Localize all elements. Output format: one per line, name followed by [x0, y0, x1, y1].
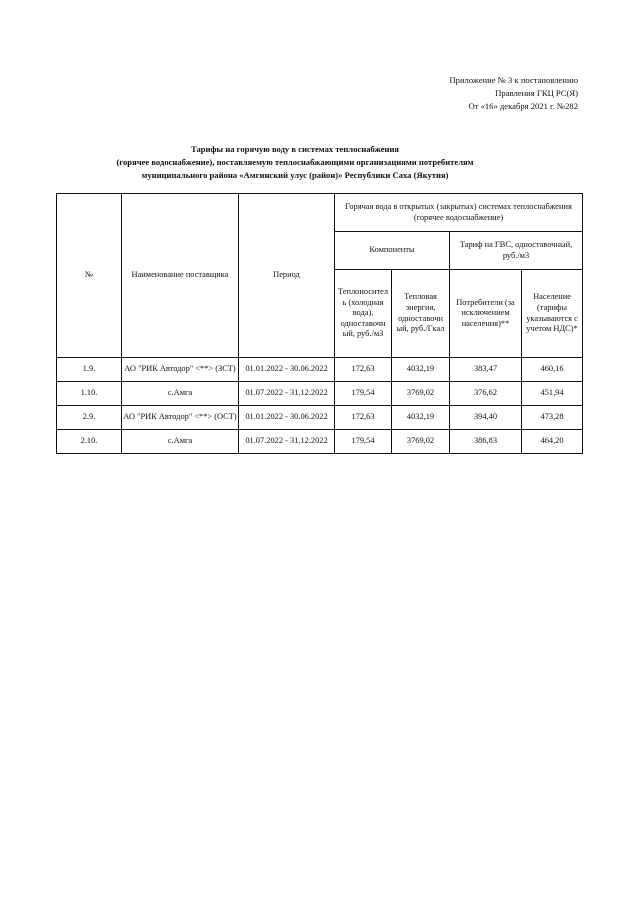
title-line-2: (горячее водоснабжение), поставляемую теплоснабжающими организациями потребителям — [116, 157, 474, 168]
header-heat-energy: Тепловая энергия, одноставочн ый, руб./Гкал — [392, 270, 450, 358]
row-num: 1.10. — [57, 382, 122, 406]
row-consumers: 394,40 — [450, 406, 522, 430]
header-hot-water-group: Горячая вода в открытых (закрытых) системах теплоснабжения (горячее водоснабжение) — [335, 194, 583, 232]
title-line-3: муниципального района «Амгинский улус (район)» Республики Саха (Якутия) — [141, 170, 449, 181]
header-consumers: Потребители (за исключением населения)** — [450, 270, 522, 358]
row-consumers: 383,47 — [450, 358, 522, 382]
title-line-1: Тарифы на горячую воду в системах теплоснабжения — [190, 144, 400, 154]
row-period: 01.01.2022 - 30.06.2022 — [239, 406, 335, 430]
row-population: 460,16 — [522, 358, 583, 382]
table-row — [57, 406, 583, 430]
row-supplier: АО "РИК Автодор" <**> (ЗСТ) — [122, 358, 239, 382]
row-heat-carrier: 179,54 — [335, 430, 392, 454]
row-population: 451,94 — [522, 382, 583, 406]
approval-line-2: Правления ГКЦ РС(Я) — [495, 88, 578, 99]
row-consumers: 376,62 — [450, 382, 522, 406]
header-population: Население (тарифы указываются с учетом НДС)* — [522, 270, 583, 358]
header-components: Компоненты — [335, 232, 450, 270]
header-period: Период — [239, 194, 335, 358]
table-row — [57, 382, 583, 406]
row-heat-carrier: 172,63 — [335, 406, 392, 430]
row-heat-energy: 4032,19 — [392, 406, 450, 430]
row-num: 1.9. — [57, 358, 122, 382]
row-supplier: с.Амга — [122, 382, 239, 406]
header-tariff-gvs: Тариф на ГВС, одноставочный, руб./м3 — [450, 232, 583, 270]
row-period: 01.01.2022 - 30.06.2022 — [239, 358, 335, 382]
approval-line-3: От «16» декабря 2021 г. №282 — [468, 101, 578, 112]
row-consumers: 386,83 — [450, 430, 522, 454]
table-row — [57, 358, 583, 382]
row-population: 473,28 — [522, 406, 583, 430]
row-supplier: АО "РИК Автодор" <**> (ОСТ) — [122, 406, 239, 430]
row-population: 464,20 — [522, 430, 583, 454]
header-supplier: Наименование поставщика — [122, 194, 239, 358]
approval-note — [318, 74, 578, 114]
row-period: 01.07.2022 - 31.12.2022 — [239, 430, 335, 454]
approval-line-1: Приложение № 3 к постановлению — [449, 75, 578, 85]
row-heat-energy: 3769,02 — [392, 430, 450, 454]
row-supplier: с.Амга — [122, 430, 239, 454]
row-num: 2.10. — [57, 430, 122, 454]
header-heat-carrier: Теплоносител ь (холодная вода), одноставочн ый, руб./м3 — [335, 270, 392, 358]
row-period: 01.07.2022 - 31.12.2022 — [239, 382, 335, 406]
tariffs-table — [56, 193, 583, 454]
table-row — [57, 430, 583, 454]
row-heat-carrier: 179,54 — [335, 382, 392, 406]
row-heat-carrier: 172,63 — [335, 358, 392, 382]
row-heat-energy: 3769,02 — [392, 382, 450, 406]
header-num: № — [57, 194, 122, 358]
row-num: 2.9. — [57, 406, 122, 430]
row-heat-energy: 4032,19 — [392, 358, 450, 382]
document-title — [60, 143, 530, 183]
